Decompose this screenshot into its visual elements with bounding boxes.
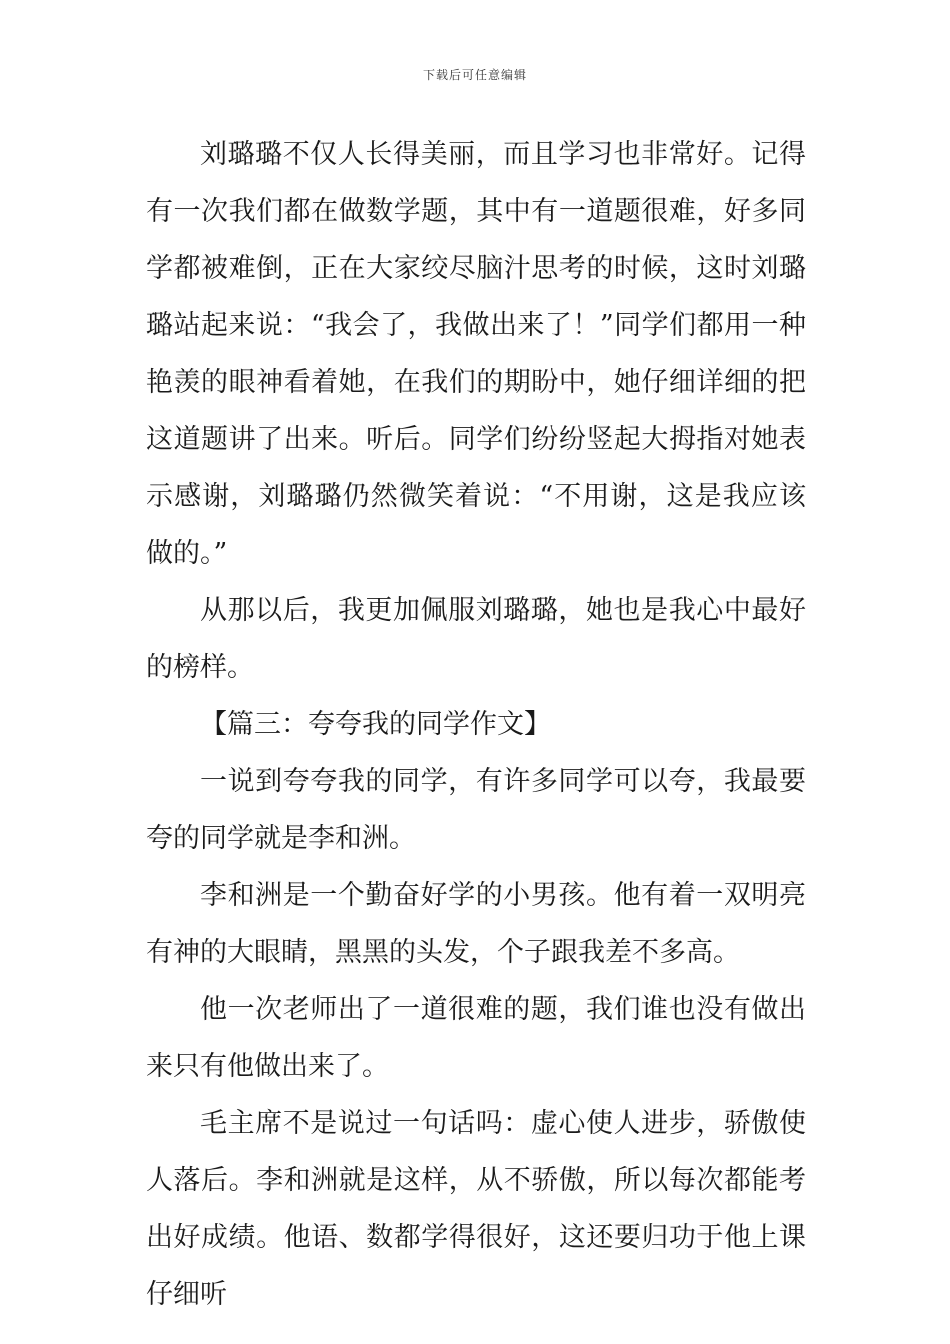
paragraph: 毛主席不是说过一句话吗：虚心使人进步，骄傲使人落后。李和洲就是这样，从不骄傲，所以每次都能考出好成绩。他语、数都学得很好，这还要归功于他上课仔细听 (146, 1108, 806, 1310)
paragraph: 刘璐璐不仅人长得美丽，而且学习也非常好。记得有一次我们都在做数学题，其中有一道题很难，好多同学都被难倒，正在大家绞尽脑汁思考的时候，这时刘璐璐站起来说：“我会了，我做出来了！”同学们都用一种艳羡的眼神看着她，在我们的期盼中，她仔细详细的把这道题讲了出来。听后。同学们纷纷竖起大拇指对她表示感谢，刘璐璐仍然微笑着说：“不用谢，这是我应该做的。” (146, 139, 806, 569)
paragraph: 他一次老师出了一道很难的题，我们谁也没有做出来只有他做出来了。 (146, 994, 806, 1082)
page-header: 下载后可任意编辑 (422, 68, 527, 82)
section-heading: 【篇三：夸夸我的同学作文】 (200, 709, 551, 740)
paragraph: 李和洲是一个勤奋好学的小男孩。他有着一双明亮有神的大眼睛，黑黑的头发，个子跟我差不多高。 (146, 880, 806, 968)
paragraph: 从那以后，我更加佩服刘璐璐，她也是我心中最好的榜样。 (146, 595, 806, 683)
paragraph: 一说到夸夸我的同学，有许多同学可以夸，我最要夸的同学就是李和洲。 (146, 766, 806, 854)
document-body (146, 126, 806, 1323)
